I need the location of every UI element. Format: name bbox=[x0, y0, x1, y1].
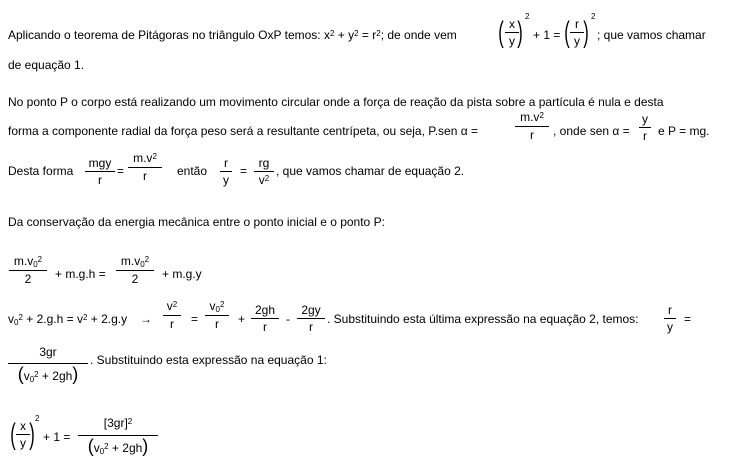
equals-sign: = bbox=[191, 312, 199, 326]
fraction-mv02-over-2: $\frac{m.v_0^2}{2}$ bbox=[9, 255, 47, 286]
entao-text: então bbox=[177, 164, 208, 178]
fraction-v02-over-r: $\frac{v_0^2}{r}$ bbox=[205, 300, 229, 331]
paren-open: ( bbox=[498, 16, 504, 49]
para2-tail: e P = mg. bbox=[658, 124, 710, 138]
v-equation-left: $v_0^2 + 2.g.h = v^2 + 2.g.y$ bbox=[8, 312, 128, 327]
plus-one: + 1 = bbox=[533, 28, 561, 42]
fraction-v2-over-r: $\frac{v^2}{r}$ bbox=[163, 300, 181, 331]
fraction-2gh-over-r: $\frac{2gh}{r}$ bbox=[251, 304, 279, 334]
paren-close: ) bbox=[29, 418, 35, 451]
line1-tail: ; que vamos chamar bbox=[597, 28, 706, 42]
plus-sign: + bbox=[238, 312, 246, 326]
equals-sign: = bbox=[240, 164, 248, 178]
fraction-x-over-y: $\frac{x}{y}$ bbox=[505, 18, 519, 48]
fraction-3gr-over-v02-2gh: $\frac{3gr}{(v_0^2 + 2gh)}$ bbox=[8, 346, 88, 384]
line1-text: Aplicando o teorema de Pitágoras no triângulo OxP temos: $x^2 + y^2 = r^2$; de onde vem bbox=[8, 28, 457, 42]
exponent: 2 bbox=[35, 414, 40, 423]
fraction-r-over-y: $\frac{r}{y}$ bbox=[664, 304, 676, 334]
paren-open: ( bbox=[10, 418, 16, 451]
paren-close: ) bbox=[583, 16, 589, 49]
fraction-x-over-y: $\frac{x}{y}$ bbox=[16, 420, 30, 450]
para2-line1: No ponto P o corpo está realizando um movimento circular onde a força de reação da pista sobre a partícula é nula e desta bbox=[8, 95, 664, 109]
eq3gr-tail: . Substituindo esta expressão na equação 1: bbox=[90, 353, 327, 367]
fraction-final: $\frac{[3gr]^2}{(v_0^2 + 2gh)}$ bbox=[78, 417, 158, 456]
fraction-mv2-over-r: $\frac{m.v^2}{r}$ bbox=[128, 152, 162, 183]
fraction-rg-over-v2: $\frac{rg}{v^2}$ bbox=[254, 157, 274, 188]
paren-open: ( bbox=[564, 16, 570, 49]
fraction-mv2-over-r: $\frac{m.v^2}{r}$ bbox=[515, 111, 549, 142]
v-equation-tail: . Substituindo esta última expressão na equação 2, temos: bbox=[327, 312, 639, 326]
fraction-y-over-r: $\frac{y}{r}$ bbox=[639, 113, 651, 143]
fraction-r-over-y: $\frac{r}{y}$ bbox=[220, 157, 232, 187]
para2-mid: , onde sen α = bbox=[553, 124, 630, 138]
para4-text: Da conservação da energia mecânica entre o ponto inicial e o ponto P: bbox=[8, 215, 385, 229]
exponent: 2 bbox=[591, 12, 596, 21]
arrow: → bbox=[140, 312, 152, 326]
paren-close: ) bbox=[517, 16, 523, 49]
para2-line2: forma a componente radial da força peso será a resultante centrípeta, ou seja, P.sen α = bbox=[8, 124, 478, 138]
para3-prefix: Desta forma bbox=[8, 164, 74, 178]
minus-sign: - bbox=[286, 312, 290, 326]
fraction-mv02-over-2: $\frac{m.v_0^2}{2}$ bbox=[116, 255, 154, 286]
fraction-mgy-over-r: mgy r bbox=[85, 157, 115, 187]
final-mid: + 1 = bbox=[43, 430, 71, 444]
line2-text: de equação 1. bbox=[8, 58, 85, 72]
exponent: 2 bbox=[525, 12, 530, 21]
energy-mid: + m.g.h = bbox=[55, 267, 106, 281]
equals-sign: = bbox=[684, 312, 692, 326]
energy-tail: + m.g.y bbox=[162, 267, 202, 281]
fraction-r-over-y: $\frac{r}{y}$ bbox=[570, 18, 584, 48]
equals-sign: = bbox=[117, 164, 125, 178]
para3-tail: , que vamos chamar de equação 2. bbox=[276, 164, 465, 178]
fraction-2gy-over-r: $\frac{2gy}{r}$ bbox=[297, 304, 325, 334]
